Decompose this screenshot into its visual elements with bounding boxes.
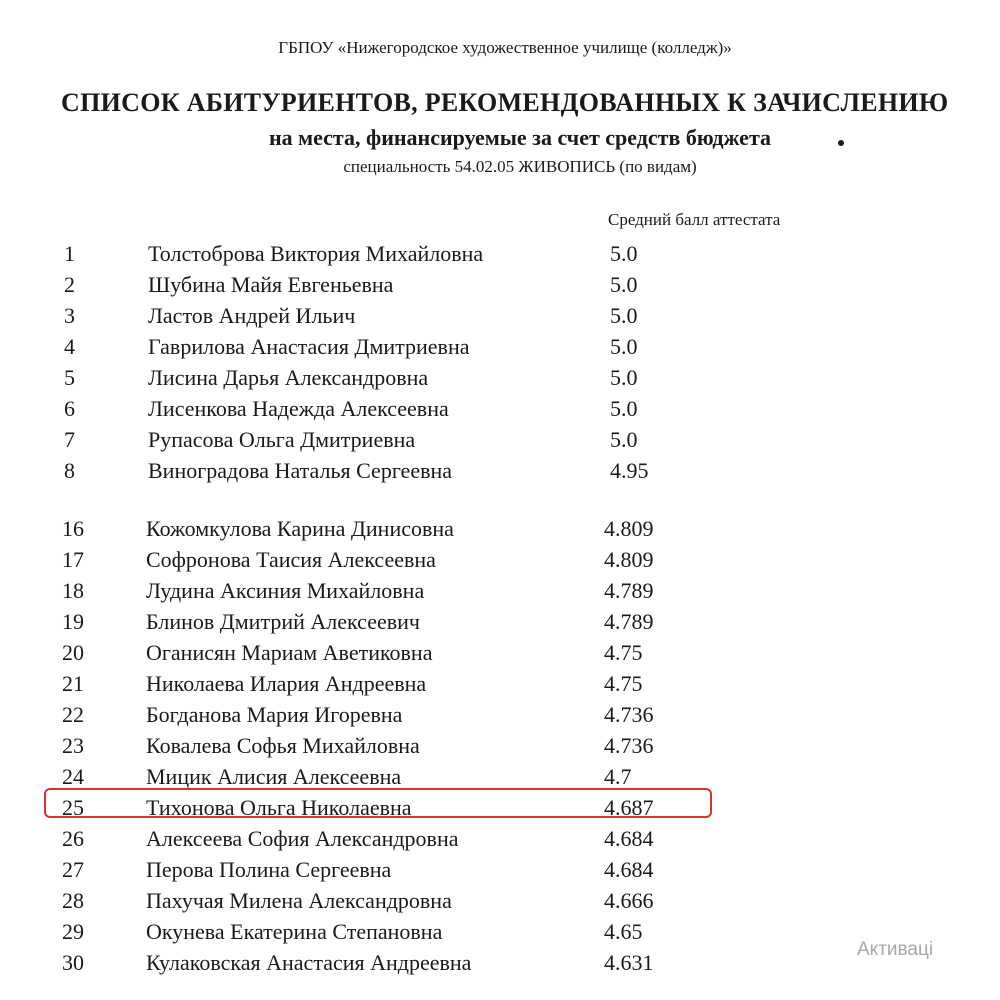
applicant-score: 4.809 xyxy=(604,547,654,572)
row-number: 24 xyxy=(62,764,84,789)
table-row xyxy=(0,668,1000,699)
table-row xyxy=(0,544,1000,575)
applicant-name: Пахучая Милена Александровна xyxy=(146,888,452,913)
applicant-score: 4.7 xyxy=(604,764,632,789)
applicant-score: 4.809 xyxy=(604,516,654,541)
applicant-score: 4.684 xyxy=(604,826,654,851)
applicant-name: Гаврилова Анастасия Дмитриевна xyxy=(148,334,470,359)
applicant-name: Николаева Илария Андреевна xyxy=(146,671,427,696)
row-number: 17 xyxy=(62,547,84,572)
applicant-name: Кулаковская Анастасия Андреевна xyxy=(146,950,472,975)
applicant-score: 4.666 xyxy=(604,888,654,913)
applicant-name: Тихонова Ольга Николаевна xyxy=(146,795,412,820)
row-number: 6 xyxy=(64,396,75,421)
table-row xyxy=(0,393,1000,424)
row-number: 23 xyxy=(62,733,84,758)
applicant-score: 4.65 xyxy=(604,919,643,944)
document-subtitle: на места, финансируемые за счет средств бюджета xyxy=(268,125,772,150)
applicant-name: Перова Полина Сергеевна xyxy=(146,857,392,882)
table-row xyxy=(0,238,1000,269)
applicant-score: 5.0 xyxy=(610,396,638,421)
table-row xyxy=(0,269,1000,300)
applicant-score: 4.75 xyxy=(604,640,643,665)
applicant-score: 4.684 xyxy=(604,857,654,882)
applicant-score: 4.789 xyxy=(604,578,654,603)
applicant-score: 5.0 xyxy=(610,303,638,328)
table-row xyxy=(0,424,1000,455)
applicant-score: 5.0 xyxy=(610,334,638,359)
table-row xyxy=(0,699,1000,730)
row-number: 18 xyxy=(62,578,84,603)
table-row xyxy=(0,947,1000,978)
applicant-score: 4.687 xyxy=(604,795,654,820)
row-number: 25 xyxy=(62,795,84,820)
score-column-header: Средний балл аттестата xyxy=(608,210,781,229)
applicant-score: 4.736 xyxy=(604,733,654,758)
table-row xyxy=(0,513,1000,544)
applicant-name: Шубина Майя Евгеньевна xyxy=(148,272,394,297)
applicant-score: 4.736 xyxy=(604,702,654,727)
applicant-score: 4.631 xyxy=(604,950,654,975)
table-row xyxy=(0,916,1000,947)
specialty-line: специальность 54.02.05 ЖИВОПИСЬ (по видам) xyxy=(343,157,697,176)
row-number: 27 xyxy=(62,857,84,882)
table-row xyxy=(0,300,1000,331)
applicant-score: 4.789 xyxy=(604,609,654,634)
applicant-score: 4.95 xyxy=(610,458,649,483)
row-number: 29 xyxy=(62,919,84,944)
applicant-name: Лисенкова Надежда Алексеевна xyxy=(148,396,449,421)
applicant-name: Толстоброва Виктория Михайловна xyxy=(148,241,484,266)
ink-dot xyxy=(838,140,844,146)
institution-name: ГБПОУ «Нижегородское художественное училище (колледж)» xyxy=(278,38,732,57)
applicant-score: 5.0 xyxy=(610,427,638,452)
table-row xyxy=(0,575,1000,606)
row-number: 21 xyxy=(62,671,84,696)
table-row xyxy=(0,854,1000,885)
document-title: СПИСОК АБИТУРИЕНТОВ, РЕКОМЕНДОВАННЫХ К ЗАЧИСЛЕНИЮ xyxy=(61,88,949,117)
applicant-name: Виноградова Наталья Сергеевна xyxy=(148,458,453,483)
applicant-name: Богданова Мария Игоревна xyxy=(146,702,403,727)
applicant-score: 5.0 xyxy=(610,365,638,390)
applicant-score: 5.0 xyxy=(610,241,638,266)
row-number: 26 xyxy=(62,826,84,851)
applicant-name: Ковалева Софья Михайловна xyxy=(146,733,420,758)
applicant-name: Лисина Дарья Александровна xyxy=(148,365,429,390)
table-row xyxy=(0,331,1000,362)
applicant-name: Алексеева София Александровна xyxy=(146,826,459,851)
table-row xyxy=(0,455,1000,486)
row-number: 4 xyxy=(64,334,75,359)
applicant-name: Рупасова Ольга Дмитриевна xyxy=(148,427,416,452)
table-row xyxy=(0,730,1000,761)
applicant-list-part1 xyxy=(0,238,1000,486)
applicant-name: Оганисян Мариам Аветиковна xyxy=(146,640,433,665)
applicant-score: 5.0 xyxy=(610,272,638,297)
applicant-name: Софронова Таисия Алексеевна xyxy=(146,547,436,572)
table-row xyxy=(0,362,1000,393)
applicant-list-part2 xyxy=(0,513,1000,978)
activation-watermark: Активаці xyxy=(857,939,934,960)
table-row xyxy=(0,823,1000,854)
row-number: 3 xyxy=(64,303,75,328)
applicant-name: Окунева Екатерина Степановна xyxy=(146,919,443,944)
row-number: 8 xyxy=(64,458,75,483)
applicant-name: Блинов Дмитрий Алексеевич xyxy=(146,609,420,634)
applicant-name: Лудина Аксиния Михайловна xyxy=(146,578,425,603)
row-number: 22 xyxy=(62,702,84,727)
row-number: 19 xyxy=(62,609,84,634)
table-row xyxy=(0,606,1000,637)
table-row xyxy=(0,885,1000,916)
row-number: 16 xyxy=(62,516,84,541)
row-number: 28 xyxy=(62,888,84,913)
row-number: 30 xyxy=(62,950,84,975)
applicant-name: Мицик Алисия Алексеевна xyxy=(146,764,402,789)
highlight-box xyxy=(44,788,712,818)
applicant-score: 4.75 xyxy=(604,671,643,696)
row-number: 5 xyxy=(64,365,75,390)
applicant-name: Кожомкулова Карина Динисовна xyxy=(146,516,454,541)
row-number: 7 xyxy=(64,427,75,452)
row-number: 2 xyxy=(64,272,75,297)
applicant-name: Ластов Андрей Ильич xyxy=(148,303,356,328)
row-number: 20 xyxy=(62,640,84,665)
row-number: 1 xyxy=(64,241,75,266)
table-row xyxy=(0,637,1000,668)
